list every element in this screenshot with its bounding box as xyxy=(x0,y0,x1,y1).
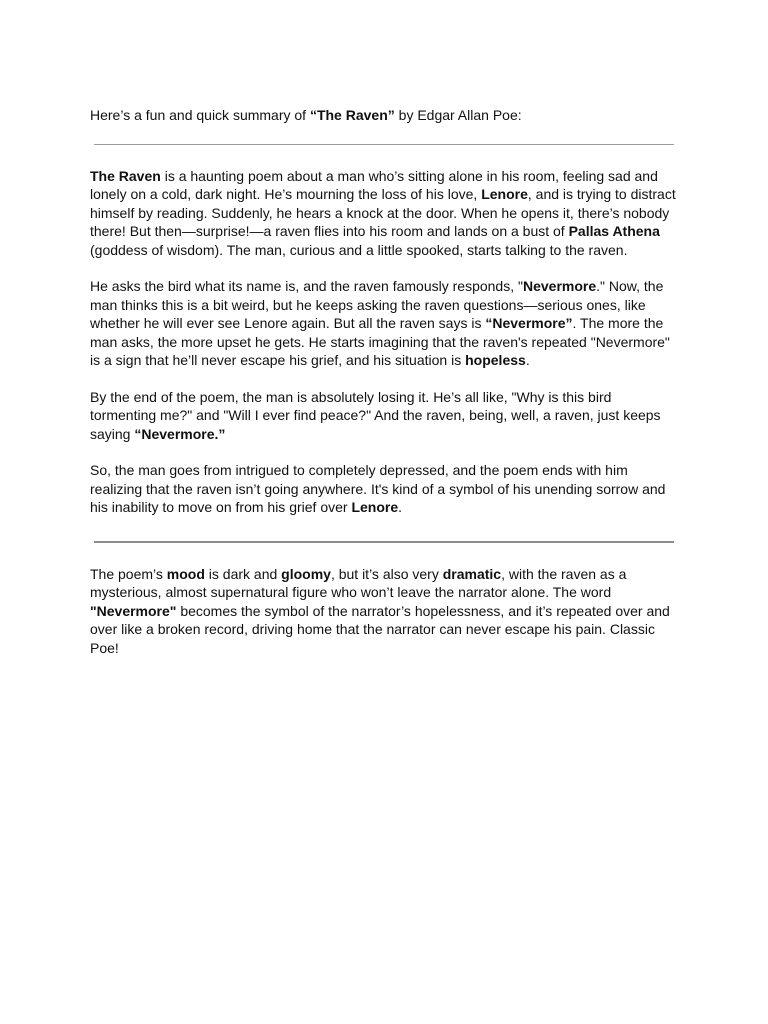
text-span: , and is trying to distract himself by reading. Suddenly, he hears a knock at the door. When he opens it, there’s nobody there! But then—surprise!—a raven flies into his room and lands on a bust of xyxy=(90,186,676,239)
poem-title: “The Raven” xyxy=(309,107,395,123)
document-body xyxy=(90,106,680,657)
section-divider-bottom xyxy=(94,541,674,543)
paragraph-mood xyxy=(90,565,680,658)
bold-the-raven: The Raven xyxy=(90,167,161,184)
text-span: (goddess of wisdom). The man, curious and a little spooked, starts talking to the raven. xyxy=(90,241,628,258)
text-span: So, the man goes from intrigued to completely depressed, and the poem ends with him realizing that the raven isn’t going anywhere. It's kind of a symbol of his unending sorrow and his inability to move on from his grief over xyxy=(90,462,666,515)
paragraph-ending xyxy=(90,388,680,444)
bold-nevermore-end: “Nevermore.” xyxy=(134,425,226,442)
intro-line xyxy=(90,106,680,125)
intro-text-end: by Edgar Allan Poe: xyxy=(394,107,522,123)
paragraph-summary xyxy=(90,167,680,260)
text-span: . The more the man asks, the more upset he gets. He starts imagining that the raven's repeated "Nevermore" is a sign that he’ll never escape his grief, and his situation is xyxy=(90,315,670,368)
bold-gloomy: gloomy xyxy=(281,565,331,582)
bold-nevermore: Nevermore xyxy=(522,278,597,294)
bold-hopeless: hopeless xyxy=(465,352,526,368)
bold-lenore-end: Lenore xyxy=(351,499,399,515)
text-span: . xyxy=(525,352,530,368)
paragraph-nevermore xyxy=(90,277,680,370)
text-span: , with the raven as a mysterious, almost supernatural figure who won’t leave the narrator alone. The word xyxy=(90,565,627,600)
section-divider-top xyxy=(94,144,674,145)
text-span: He asks the bird what its name is, and the raven famously responds, " xyxy=(90,278,523,294)
text-span: . xyxy=(398,499,403,515)
bold-mood: mood xyxy=(166,565,205,582)
bold-pallas-athena: Pallas Athena xyxy=(568,223,660,239)
bold-nevermore-symbol: "Nevermore" xyxy=(90,602,177,619)
bold-lenore: Lenore xyxy=(481,186,528,202)
text-span: The poem’s xyxy=(90,565,167,582)
bold-nevermore-quoted: “Nevermore” xyxy=(485,315,573,331)
paragraph-conclusion xyxy=(90,461,680,517)
text-span: becomes the symbol of the narrator’s hopelessness, and it’s repeated over and over like a broken record, driving home that the narrator can never escape his pain. Classic Poe! xyxy=(90,602,670,656)
text-span: is dark and xyxy=(204,565,282,582)
text-span: , but it’s also very xyxy=(330,565,443,582)
bold-dramatic: dramatic xyxy=(442,565,502,582)
text-span: ." Now, the man thinks this is a bit weird, but he keeps asking the raven questions—serious ones, like whether he will ever see Lenore again. But all the raven says is xyxy=(90,278,664,331)
text-span: By the end of the poem, the man is absolutely losing it. He’s all like, "Why is this bird tormenting me?" and "Will I ever find peace?" And the raven, being, well, a raven, just keeps saying xyxy=(90,388,661,442)
text-span: is a haunting poem about a man who’s sitting alone in his room, feeling sad and lonely on a cold, dark night. He’s mourning the loss of his love, xyxy=(90,167,658,202)
intro-text: Here’s a fun and quick summary of xyxy=(90,107,310,123)
